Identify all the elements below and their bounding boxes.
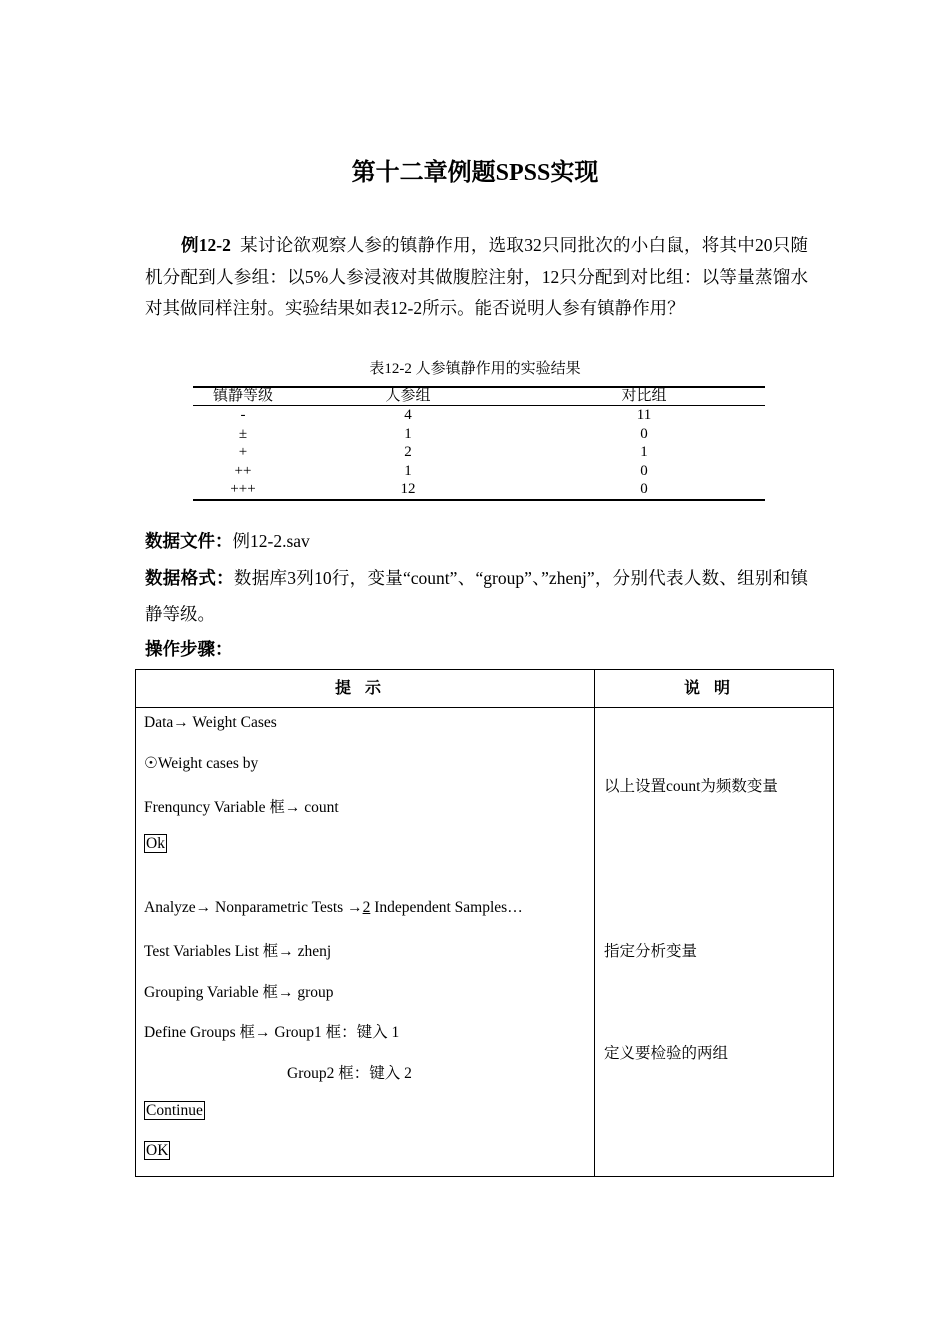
table-cell: 1 <box>404 462 412 479</box>
continue-button-label: Continue <box>146 1102 203 1119</box>
table-cell: 0 <box>640 425 648 442</box>
page-title: 第十二章例题SPSS实现 <box>351 160 599 186</box>
column-header: 人参组 <box>293 387 523 406</box>
data-format-value: 数据库3列10行，变量“count”、“group”、”zhenj”，分别代表人数、组别和镇静等级。 <box>145 568 808 624</box>
table-row <box>193 443 765 462</box>
table-cell: - <box>240 407 246 423</box>
data-file-line <box>145 528 310 553</box>
step-ok-1 <box>144 835 167 853</box>
column-divider <box>594 670 595 1176</box>
data-format-paragraph <box>145 560 808 632</box>
table-cell: 11 <box>636 407 652 423</box>
column-header: 对比组 <box>523 387 765 406</box>
table-row <box>193 406 765 425</box>
table-row <box>193 480 765 499</box>
step-frequency-variable: Frenquncy Variable 框→ count <box>144 799 339 816</box>
step-group2: Group2 框：键入 2 <box>287 1065 412 1082</box>
step-ok-2 <box>144 1142 170 1160</box>
steps-table <box>135 669 834 1177</box>
table-cell: 1 <box>404 425 412 442</box>
steps-header-hint: 提示 <box>334 680 395 697</box>
steps-label: 操作步骤： <box>145 639 233 659</box>
table-cell: 0 <box>640 481 648 498</box>
data-file-label: 数据文件： <box>145 531 233 551</box>
ok-button-label: Ok <box>146 835 165 852</box>
table-cell: +++ <box>230 481 256 498</box>
step-analyze <box>144 899 523 917</box>
steps-header-note: 说明 <box>683 680 744 697</box>
step-test-variables: Test Variables List 框→ zhenj <box>144 943 332 960</box>
column-header: 镇静等级 <box>193 387 293 406</box>
table-bottom-rule <box>193 499 765 501</box>
note-define-groups: 定义要检验的两组 <box>604 1045 729 1062</box>
step-weight-cases: Data→ Weight Cases <box>144 714 277 731</box>
table-cell: 4 <box>404 407 412 423</box>
data-format-label: 数据格式： <box>145 568 234 588</box>
table-caption: 表12-2 人参镇静作用的实验结果 <box>369 361 581 377</box>
step-grouping-variable: Grouping Variable 框→ group <box>144 984 334 1001</box>
note-count-frequency: 以上设置count为频数变量 <box>604 778 778 795</box>
analyze-samples: Independent Samples… <box>370 899 523 916</box>
data-file-value: 例12-2.sav <box>232 531 310 551</box>
results-table <box>193 387 765 499</box>
ok-button-label: OK <box>146 1142 169 1159</box>
example-paragraph <box>145 230 808 325</box>
analyze-two-underlined: 2 <box>362 899 371 916</box>
header-divider <box>136 707 833 708</box>
table-cell: 2 <box>404 444 412 461</box>
table-cell: + <box>238 444 248 461</box>
table-cell: 0 <box>640 462 648 479</box>
example-text: 某讨论欲观察人参的镇静作用，选取32只同批次的小白鼠，将其中20只随机分配到人参组：以5%人参浸液对其做腹腔注射，12只分配到对比组：以等量蒸馏水对其做同样注射。实验结果如表12-2所示。能否说明人参有镇静作用？ <box>145 235 809 318</box>
step-continue <box>144 1102 205 1120</box>
table-row <box>193 462 765 481</box>
table-cell: ± <box>238 425 248 442</box>
step-weight-cases-by: ☉Weight cases by <box>144 755 259 772</box>
note-analysis-variable: 指定分析变量 <box>604 943 698 960</box>
table-cell: ++ <box>234 462 252 479</box>
table-cell: 12 <box>400 481 416 498</box>
step-define-groups: Define Groups 框→ Group1 框：键入 1 <box>144 1024 400 1041</box>
table-header-row <box>193 387 765 406</box>
table-cell: 1 <box>640 444 648 461</box>
example-label: 例12-2 <box>181 235 231 255</box>
table-row <box>193 425 765 444</box>
analyze-path: Analyze→ Nonparametric Tests → <box>144 899 363 916</box>
